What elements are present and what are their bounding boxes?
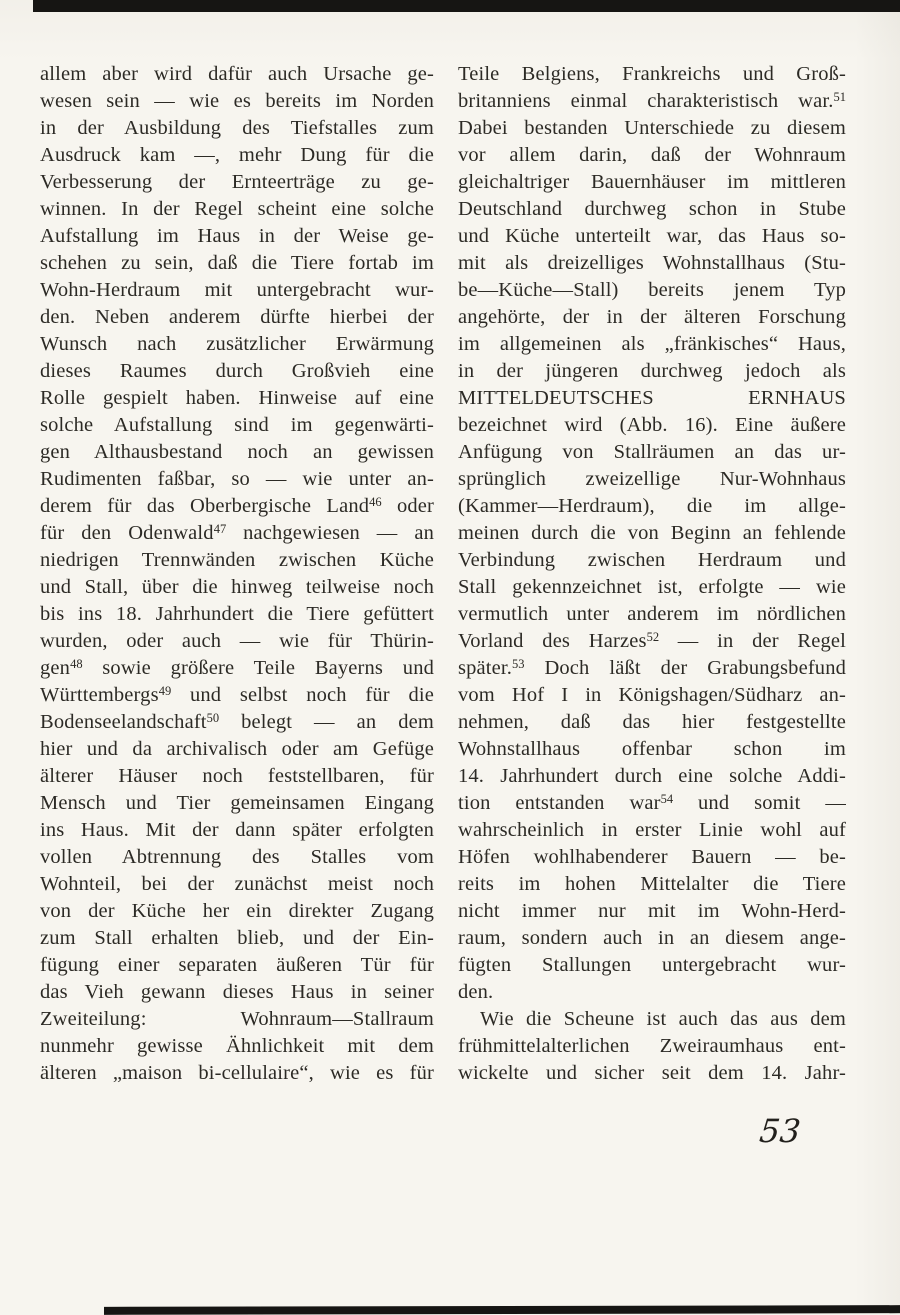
text-line: dieses Raumes durch Großvieh eine <box>40 360 434 382</box>
text-line: später.$^{53}$ Doch läßt der Grabungsbefund <box>458 657 846 679</box>
text-line: Anfügung von Stallräumen an das ur- <box>458 441 846 463</box>
footnote-ref: 52 <box>646 630 660 644</box>
page-number: 53 <box>757 1112 803 1150</box>
text-line: älterer Häuser noch feststellbaren, für <box>40 765 434 787</box>
text-line: den. Neben anderem dürfte hierbei der <box>40 306 434 328</box>
footnote-ref: 48 <box>70 657 83 671</box>
text-line: hier und da archivalisch oder am Gefüge <box>40 738 434 760</box>
text-line: wahrscheinlich in erster Linie wohl auf <box>458 819 846 841</box>
text-line: in der jüngeren durchweg jedoch als <box>458 360 846 382</box>
text-line: niedrigen Trennwänden zwischen Küche <box>40 549 434 571</box>
text-line: angehörte, der in der älteren Forschung <box>458 306 846 328</box>
text-line: Wohnstallhaus offenbar schon im <box>458 738 846 760</box>
text-line: im allgemeinen als „fränkisches“ Haus, <box>458 333 846 355</box>
text-line: Verbindung zwischen Herdraum und <box>458 549 846 571</box>
text-line: winnen. In der Regel scheint eine solche <box>40 198 434 220</box>
text-line: nunmehr gewisse Ähnlichkeit mit dem <box>40 1035 434 1057</box>
text-line: raum, sondern auch in an diesem ange- <box>458 927 846 949</box>
text-line: sprünglich zweizellige Nur-Wohnhaus <box>458 468 846 490</box>
text-line: gen Althausbestand noch an gewissen <box>40 441 434 463</box>
text-line: bezeichnet wird (Abb. 16). Eine äußere <box>458 414 846 436</box>
text-line: Rudimenten faßbar, so — wie unter an- <box>40 468 434 490</box>
text-line: Deutschland durchweg schon in Stube <box>458 198 846 220</box>
text-line: Stall gekennzeichnet ist, erfolgte — wie <box>458 576 846 598</box>
footnote-ref: 46 <box>369 495 382 509</box>
text-column-right <box>458 61 846 1087</box>
text-line: Höfen wohlhabenderer Bauern — be- <box>458 846 846 868</box>
footnote-ref: 53 <box>512 657 525 671</box>
text-line: mit als dreizelliges Wohnstallhaus (Stu- <box>458 252 846 274</box>
text-line: nicht immer nur mit im Wohn-Herd- <box>458 900 846 922</box>
text-line: Dabei bestanden Unterschiede zu diesem <box>458 117 846 139</box>
text-line: derem für das Oberbergische Land$^{46}$ oder <box>40 495 434 517</box>
text-line: für den Odenwald$^{47}$ nachgewiesen — an <box>40 522 434 544</box>
text-line: von der Küche her ein direkter Zugang <box>40 900 434 922</box>
text-line: gen$^{48}$ sowie größere Teile Bayerns und <box>40 657 434 679</box>
text-line: Verbesserung der Ernteerträge zu ge- <box>40 171 434 193</box>
text-line: nehmen, daß das hier festgestellte <box>458 711 846 733</box>
text-line: Bodenseelandschaft$^{50}$ belegt — an dem <box>40 711 434 733</box>
text-line: 14. Jahrhundert durch eine solche Addi- <box>458 765 846 787</box>
text-line: frühmittelalterlichen Zweiraumhaus ent- <box>458 1035 846 1057</box>
text-line: britanniens einmal charakteristisch war.$^{51}$ <box>458 90 846 112</box>
text-line: Wunsch nach zusätzlicher Erwärmung <box>40 333 434 355</box>
text-line: Ausdruck kam —, mehr Dung für die <box>40 144 434 166</box>
footnote-ref: 49 <box>158 684 172 698</box>
text-line: und Stall, über die hinweg teilweise noch <box>40 576 434 598</box>
text-column-left <box>40 61 434 1087</box>
text-line: schehen zu sein, daß die Tiere fortab im <box>40 252 434 274</box>
text-line: das Vieh gewann dieses Haus in seiner <box>40 981 434 1003</box>
text-line: Wie die Scheune ist auch das aus dem <box>480 1008 846 1030</box>
text-line: Wohn-Herdraum mit untergebracht wur- <box>40 279 434 301</box>
text-line: wurden, oder auch — wie für Thürin- <box>40 630 434 652</box>
text-line: tion entstanden war$^{54}$ und somit — <box>458 792 846 814</box>
text-line: den. <box>458 981 494 1003</box>
scan-edge-top <box>33 0 900 12</box>
text-line: Mensch und Tier gemeinsamen Eingang <box>40 792 434 814</box>
scan-edge-bottom <box>104 1305 900 1315</box>
text-line: be—Küche—Stall) bereits jenem Typ <box>458 279 846 301</box>
text-line: fügten Stallungen untergebracht wur- <box>458 954 846 976</box>
text-line: bis ins 18. Jahrhundert die Tiere gefüttert <box>40 603 434 625</box>
text-line: und Küche unterteilt war, das Haus so- <box>458 225 846 247</box>
text-line: allem aber wird dafür auch Ursache ge- <box>40 63 434 85</box>
text-line: Teile Belgiens, Frankreichs und Groß- <box>458 63 846 85</box>
text-line: in der Ausbildung des Tiefstalles zum <box>40 117 434 139</box>
text-line: zum Stall erhalten blieb, und der Ein- <box>40 927 434 949</box>
text-line: (Kammer—Herdraum), die im allge- <box>458 495 846 517</box>
text-line: MITTELDEUTSCHES ERNHAUS <box>458 387 846 409</box>
text-line: vollen Abtrennung des Stalles vom <box>40 846 434 868</box>
text-line: Wohnteil, bei der zunächst meist noch <box>40 873 434 895</box>
footnote-ref: 54 <box>660 792 674 806</box>
footnote-ref: 50 <box>206 711 220 725</box>
text-line: fügung einer separaten äußeren Tür für <box>40 954 434 976</box>
text-line: Württembergs$^{49}$ und selbst noch für die <box>40 684 434 706</box>
text-line: Vorland des Harzes$^{52}$ — in der Regel <box>458 630 846 652</box>
text-line: Aufstallung im Haus in der Weise ge- <box>40 225 434 247</box>
text-line: Rolle gespielt haben. Hinweise auf eine <box>40 387 434 409</box>
text-line: vom Hof I in Königshagen/Südharz an- <box>458 684 846 706</box>
footnote-ref: 47 <box>213 522 227 536</box>
text-line: wickelte und sicher seit dem 14. Jahr- <box>458 1062 846 1084</box>
text-line: ins Haus. Mit der dann später erfolgten <box>40 819 434 841</box>
text-line: vermutlich unter anderem im nördlichen <box>458 603 846 625</box>
text-line: wesen sein — wie es bereits im Norden <box>40 90 434 112</box>
text-line: solche Aufstallung sind im gegenwärti- <box>40 414 434 436</box>
text-line: älteren „maison bi-cellulaire“, wie es für <box>40 1062 434 1084</box>
text-line: Zweiteilung: Wohnraum—Stallraum <box>40 1008 434 1030</box>
text-line: meinen durch die von Beginn an fehlende <box>458 522 846 544</box>
text-line: vor allem darin, daß der Wohnraum <box>458 144 846 166</box>
text-line: gleichaltriger Bauernhäuser im mittleren <box>458 171 846 193</box>
text-line: reits im hohen Mittelalter die Tiere <box>458 873 846 895</box>
footnote-ref: 51 <box>833 90 846 104</box>
